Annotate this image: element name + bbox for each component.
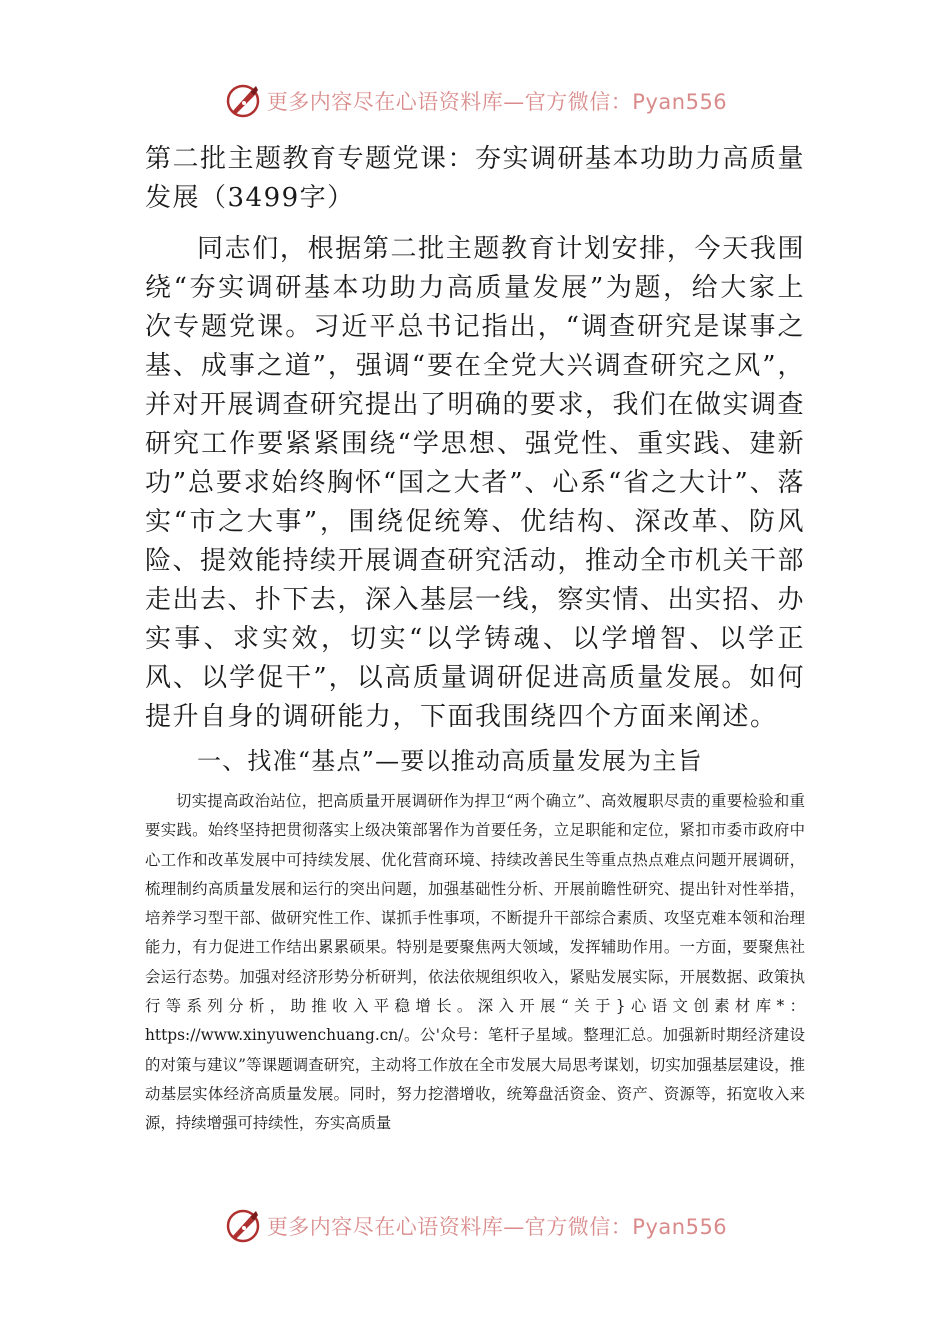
bottom-watermark-banner (0, 1206, 950, 1246)
section-1-heading: 一、找准“基点”—要以推动高质量发展为主旨 (197, 747, 703, 775)
watermark-text: 更多内容尽在心语资料库—官方微信：Pyan556 (266, 1215, 728, 1239)
top-watermark-banner (0, 81, 950, 121)
intro-paragraph: 同志们，根据第二批主题教育计划安排，今天我围绕“夯实调研基本功助力高质量发展”为题，给大家上次专题党课。习近平总书记指出，“调查研究是谋事之基、成事之道”，强调“要在全党大兴调查研究之风”，并对开展调查研究提出了明确的要求，我们在做实调查研究工作要紧紧围绕“学思想、强党性、重实践、建新功”总要求始终胸怀“国之大者”、心系“省之大计”、落实“市之大事”，围绕促统筹、优结构、深改革、防风险、提效能持续开展调查研究活动，推动全市机关干部走出去、扑下去，深入基层一线，察实情、出实招、办实事、求实效，切实“以学铸魂、以学增智、以学正风、以学促干”，以高质量调研促进高质量发展。如何提升自身的调研能力，下面我围绕四个方面来阐述。 (145, 234, 806, 732)
pen-nib-logo-icon (223, 81, 263, 121)
document-title: 第二批主题教育专题党课：夯实调研基本功助力高质量发展（3499字） (145, 144, 806, 213)
pen-nib-logo-icon (223, 1206, 263, 1246)
document-body (145, 140, 805, 1139)
watermark-text: 更多内容尽在心语资料库—官方微信：Pyan556 (266, 90, 728, 114)
section-1-paragraph: 切实提高政治站位，把高质量开展调研作为捍卫“两个确立”、高效履职尽责的重要检验和重要实践。始终坚持把贯彻落实上级决策部署作为首要任务，立足职能和定位，紧扣市委市政府中心工作和改革发展中可持续发展、优化营商环境、持续改善民生等重点热点难点问题开展调研，梳理制约高质量发展和运行的突出问题，加强基础性分析、开展前瞻性研究、提出针对性举措，培养学习型干部、做研究性工作、谋抓手性事项，不断提升干部综合素质、攻坚克难本领和治理能力，有力促进工作结出累累硕果。特别是要聚焦两大领域，发挥辅助作用。一方面，要聚焦社会运行态势。加强对经济形势分析研判，依法依规组织收入，紧贴发展实际，开展数据、政策执行等系列分析，助推收入平稳增长。深入开展“关于}心语文创素材库*：https://www.xinyuwenchuang.cn/。公'众号：笔杆子星域。整理汇总。加强新时期经济建设的对策与建议”等课题调查研究，主动将工作放在全市发展大局思考谋划，切实加强基层建设，推动基层实体经济高质量发展。同时，努力挖潜增收，统筹盘活资金、资产、资源等，拓宽收入来源，持续增强可持续性，夯实高质量 (145, 792, 805, 1133)
